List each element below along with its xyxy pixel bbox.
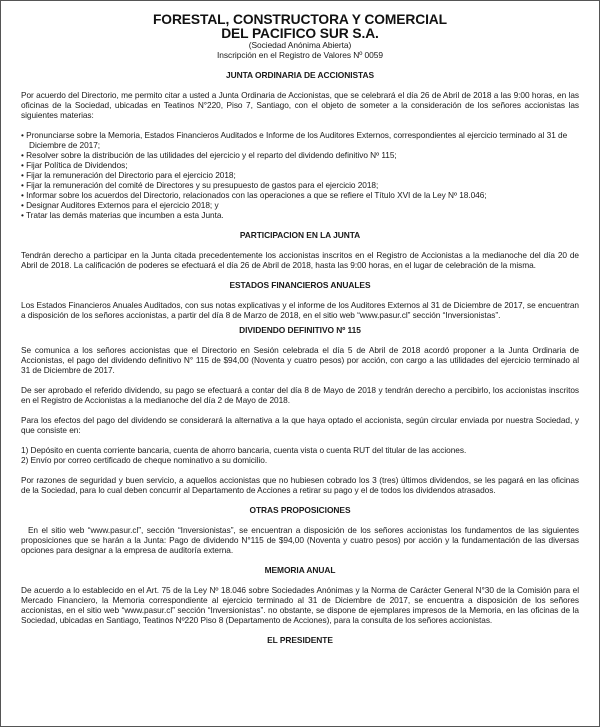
section-heading-memoria: MEMORIA ANUAL <box>264 565 336 575</box>
participacion-paragraph: Tendrán derecho a participar en la Junta citada precedentemente los accionistas inscritos en el Registro de Accionistas a la medianoche del día 20 de Abril de 2018. La calificación de poderes se efectuará el día 26 de Abril de 2018, hasta las 9:00 horas, en el lugar de celebración de la misma. <box>21 250 579 270</box>
agenda-item: • Fijar Política de Dividendos; <box>21 160 128 170</box>
agenda-list <box>21 130 579 220</box>
otras-paragraph: En el sitio web “www.pasur.cl”, sección “Inversionistas”, se encuentran a disposición de los señores accionistas los fundamentos de las siguientes proposiciones que se harán a la Junta: Pago de dividendo N°115 de $94,00 (Noventa y cuatro pesos) por acción y la fundamentación de las diversas opciones para designar a la empresa de auditoría externa. <box>21 525 584 555</box>
company-name-line-2: DEL PACIFICO SUR S.A. <box>221 25 379 41</box>
dividendo-paragraph-1: Se comunica a los señores accionistas que el Directorio en Sesión celebrada el día 5 de Abril de 2018 acordó proponer a la Junta Ordinaria de Accionistas, el pago del dividendo definitivo N° 115 de $94,00 (Noventa y cuatro pesos) por acción, con cargo a las utilidades del ejercicio terminado al 31 de Diciembre de 2017. <box>21 345 579 375</box>
agenda-item: • Fijar la remuneración del comité de Directores y su presupuesto de gastos para el ejercicio 2018; <box>21 180 379 190</box>
agenda-item: • Pronunciarse sobre la Memoria, Estados Financieros Auditados e Informe de los Auditores Externos, correspondientes al ejercicio terminado al 31 de Diciembre de 2017; <box>21 130 568 150</box>
agenda-item: • Tratar las demás materias que incumben a esta Junta. <box>21 210 224 220</box>
agenda-item: • Informar sobre los acuerdos del Directorio, relacionados con las operaciones a que se refiere el Título XVI de la Ley Nº 18.046; <box>21 190 487 200</box>
section-heading-estados: ESTADOS FINANCIEROS ANUALES <box>229 280 371 290</box>
section-heading-junta: JUNTA ORDINARIA DE ACCIONISTAS <box>225 70 374 80</box>
registry-number: Inscripción en el Registro de Valores Nº 0059 <box>217 50 383 60</box>
memoria-paragraph: De acuerdo a lo establecido en el Art. 75 de la Ley Nº 18.046 sobre Sociedades Anónimas y la Norma de Carácter General N°30 de la Comisión para el Mercado Financiero, la Memoria correspondiente al ejercicio terminado al 31 de Diciembre de 2017, se encuentra a disposición de los señores accionistas, en el sitio web “www.pasur.cl” sección “Inversionistas”. no obstante, se dispone de ejemplares impresos de la Memoria, en las oficinas de la Sociedad, ubicadas en Santiago, Teatinos Nº220 Piso 8 (Departamento de Acciones), para la consulta de los señores accionistas. <box>21 585 579 625</box>
agenda-item: • Fijar la remuneración del Directorio para el ejercicio 2018; <box>21 170 236 180</box>
signature: EL PRESIDENTE <box>267 635 333 645</box>
payment-option: 1) Depósito en cuenta corriente bancaria, cuenta de ahorro bancaria, cuenta vista o cuenta RUT del titular de las acciones. <box>21 445 467 455</box>
section-heading-dividendo: DIVIDENDO DEFINITIVO Nº 115 <box>239 325 361 335</box>
estados-paragraph: Los Estados Financieros Anuales Auditados, con sus notas explicativas y el informe de los Auditores Externos al 31 de Diciembre de 2017, se encuentran a disposición de los señores accionistas, a partir del día 8 de Marzo de 2018, en el sitio web “www.pasur.cl” sección “Inversionistas”. <box>21 300 579 320</box>
section-heading-otras: OTRAS PROPOSICIONES <box>249 505 351 515</box>
agenda-item: • Designar Auditores Externos para el ejercicio 2018; y <box>21 200 219 210</box>
company-name-line-1: FORESTAL, CONSTRUCTORA Y COMERCIAL <box>152 12 447 27</box>
agenda-item: • Resolver sobre la distribución de las utilidades del ejercicio y el reparto del dividendo definitivo Nº 115; <box>21 150 397 160</box>
dividendo-paragraph-4: Por razones de seguridad y buen servicio, a aquellos accionistas que no hubiesen cobrado los 3 (tres) últimos dividendos, se les pagará en las oficinas de la Sociedad, para lo cual deben concurrir al Departamento de Acciones a retirar su pago y el de todos los dividendos atrasados. <box>21 475 579 495</box>
payment-option: 2) Envío por correo certificado de cheque nominativo a su domicilio. <box>21 455 268 465</box>
dividendo-paragraph-2: De ser aprobado el referido dividendo, su pago se efectuará a contar del día 8 de Mayo de 2018 y tendrán derecho a percibirlo, los accionistas inscritos en el Registro de Accionistas a la medianoche del día 2 de Mayo de 2018. <box>21 385 579 405</box>
section-heading-participacion: PARTICIPACION EN LA JUNTA <box>239 230 361 240</box>
company-type: (Sociedad Anónima Abierta) <box>248 40 352 50</box>
junta-intro-paragraph: Por acuerdo del Directorio, me permito citar a usted a Junta Ordinaria de Accionistas, que se celebrará el día 26 de Abril de 2018 a las 9:00 horas, en las oficinas de la Sociedad, ubicadas en Teatinos N°220, Piso 7, Santiago, con el objeto de someter a la consideración de los señores accionistas las siguientes materias: <box>21 90 579 120</box>
dividendo-paragraph-3: Para los efectos del pago del dividendo se considerará la alternativa a la que haya optado el accionista, según circular enviada por nuestra Sociedad, y que consiste en: <box>21 415 579 435</box>
